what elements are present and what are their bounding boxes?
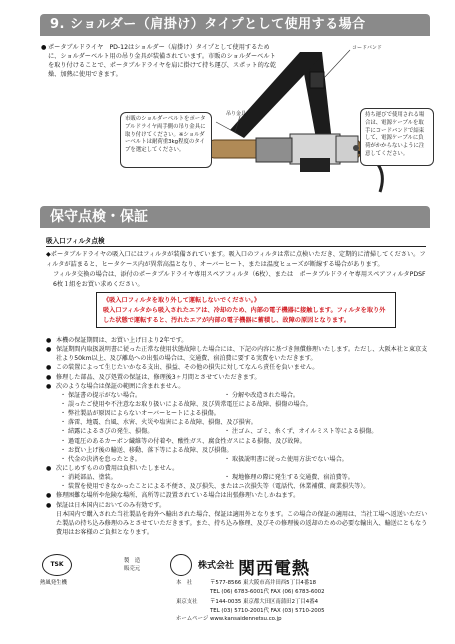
warning-body: 吸入口フィルタから吸入されたエアは、冷却のため、内部の電子機器に接触します。フィルタを取り外した状態で運転すると、汚れたエアが内部の電子機器に蓄積し、故障の原因となります。 (103, 306, 386, 324)
warranty-notes: ● 本機の保証期間は、お買い上げ日より2年です。 ● 保証期間内取扱説明書に従った正常な使用状態故障した場合には、下記の内容に基づき無償修理いたします。ただし、大阪本社と東京支社より50km以上、及び離島への出張の場合は、交通費、宿泊費に要する実費をいただきます。 ● この装置によって生じたいかなる支出、損益、その他の損失に対してなんら責任を負いません。 ● 修理した部品、及び処置の保証は、修理後3ヶ月間とさせていただきます。 ● 次のような場合は保証の範囲に含まれません。 ・ 保証書の提示がない場合。 ・ 分解や改造された場合。 ・ 誤ったご使用や不注意なお取り扱いによる故障、及び異常電圧による故障、損傷の場合。 ・ 弊社製品が原因によらないオーバーヒートによる損傷。 ・ 落雷、地震、台風、水害、火災や塩害による故障、損傷、及び損害。 ・ 結露によるさびの発生、損傷。 ・ 注ゴム、ゴミ、糸くず、オイルミスト等による損傷。 ・ 過電圧のあるカーボン繊維等の付着や、酸性ガス、腐食性ガスによる損傷、及び故障。 ・ お買い上げ後の輸送、移動、落下等による故障、及び損傷。 ・ 代金の決済を怠ったとき。 ・ 取扱説明書に従った使用方法でない場合。 ● 次にしめすものの費用は負担いたしません。 ・ 消耗部品、塗装。 ・ 現地修理の際に発生する交通費、宿泊費等。 ・ 装置を使用できなかったことによる不便さ、及び損失、またはニ次損失等（電話代、休業補償、商業損失等）。 ● 修理困難な場所や危険な場所、高所等に設置されている場合は出張修理いたしかねます。 ● 保証は日本国内においてのみ有効です。 日本国内で購入された当社製品を海外へ輸出された場合、保証は適用外となります。この場合の保証の適用は、当社工場へ返送いただいた製品の持ち込み修理のみとさせていただきます。また、持ち込み修理、及びその修理後の返却のための必要な輸出入、輸送にともなう費用はお客様のご負担となります。 (46, 337, 428, 536)
hq-address: 〒577-8566 東大阪市高井田西5丁目4番18 (210, 580, 317, 586)
company-name: 関西電熱 (238, 559, 310, 579)
filter-inspection-title: 吸入口フィルタ点検 (46, 236, 426, 247)
filter-paragraph-1: ◆ポータブルドライヤの吸入口にはフィルタが装備されています。吸入口のフィルタは常に点検いただき、定期的に清掃してください。フィルタが詰まると、ヒータケース内が異常高温となり、オーバーヒート、または温度ヒューズが断線する場合があります。 (46, 251, 426, 268)
warning-title: 《吸入口フィルタを取り外して運転しないでください。》 (103, 297, 261, 304)
filter-paragraph-2: フィルタ交換の場合は、添付のポータブルドライヤ専用スペアフィルタ（6枚）、または ポータブルドライヤ専用スペアフィルタPDSF 6枚１組をお買い求めください。 (53, 271, 432, 288)
maintenance-title: 保守点検・保証 (40, 206, 430, 228)
note-item: ● この装置によって生じたいかなる支出、損益、その他の損失に対してなんら責任を負いません。 (46, 364, 319, 372)
hq-label: 本 社 (176, 580, 193, 586)
note-item: ● 本機の保証期間は、お買い上げ日より2年です。 (46, 337, 188, 344)
hanging-hook-tag: 吊り金具 (226, 111, 247, 117)
maker-caption: 熱風発生機 (40, 580, 67, 586)
excluded-list: ・ 保証書の提示がない場合。 ・ 分解や改造された場合。 (60, 391, 300, 399)
maker-label: 製 造 販売元 (124, 558, 141, 572)
note-item: ● 保証は日本国内においてのみ有効です。 (46, 501, 166, 509)
maker-logo-icon: TSK (42, 554, 72, 576)
note-item: ● 次にしめすものの費用は負担いたしません。 (46, 464, 179, 472)
callout-strap-note: 市販のショルダーベルトをポータブルドライヤ両手側の吊り金具に取り付けてください。※ショルダーベルトは耐荷重3kg程度のタイプを選定してください。 (120, 112, 212, 168)
note-body: 日本国内で購入された当社製品を海外へ輸出された場合、保証は適用外となります。この場合の保証の適用は、当社工場へ返送いただいた製品の持ち込み修理のみとさせていただきます。また、持ち込み修理、及びその修理後の返却のための必要な輸出入、輸送にともなう費用はお客様のご負担となります。 (56, 510, 428, 536)
homepage-link[interactable]: ホームページ www.kansaidennetsu.co.jp (176, 616, 282, 622)
company-prefix: 株式会社 (198, 561, 235, 571)
filter-warning-box (96, 292, 396, 328)
tokyo-label: 東京支社 (176, 599, 198, 605)
note-item: ● 次のような場合は保証の範囲に含まれません。 (46, 382, 185, 390)
tokyo-phone: TEL (03) 5710-2001代 FAX (03) 5710-2005 (210, 608, 325, 614)
note-item: ● 保証期間内取扱説明書に従った正常な使用状態故障した場合には、下記の内容に基づき無償修理いたします。ただし、大阪本社と東京支社より50km以上、及び離島への出張の場合は、交通費、宿泊費に要する実費をいただきます。 (46, 346, 428, 363)
bullet-icon: ● (41, 44, 47, 51)
company-footer (40, 552, 440, 622)
callout-cord-note: 持ち運びで使用される場合は、電源ケーブルを取手にコードバンドで結束して、電源ケーブルに負荷がかからないように注意してください。 (360, 108, 434, 166)
note-item: ● 修理困難な場所や危険な場所、高所等に設置されている場合は出張修理いたしかねます。 (46, 492, 300, 500)
hq-phone: TEL (06) 6783-6001代 FAX (06) 6783-6002 (210, 589, 325, 595)
section-9-text: ポータブルドライヤ PD-12はショルダー（肩掛け）タイプとして使用するために、ショルダーベルト用の吊り金具が装備されています。市販のショルダーベルトを取り付けることで、ポータブルドライヤを肩に掛けて持ち運び、スポット的な乾燥、加熱に使用できます。 (48, 44, 277, 78)
company-logo-icon (170, 554, 192, 576)
cord-band-tag: コードバンド (352, 45, 382, 51)
tokyo-address: 〒144-0035 東京都大田区南蒲田2丁目4番4 (210, 599, 319, 605)
note-item: ● 修理した部品、及び処置の保証は、修理後3ヶ月間とさせていただきます。 (46, 373, 261, 381)
section-9-title: 9. ショルダー（肩掛け）タイプとして使用する場合 (40, 14, 430, 36)
shoulder-illustration (125, 42, 435, 202)
